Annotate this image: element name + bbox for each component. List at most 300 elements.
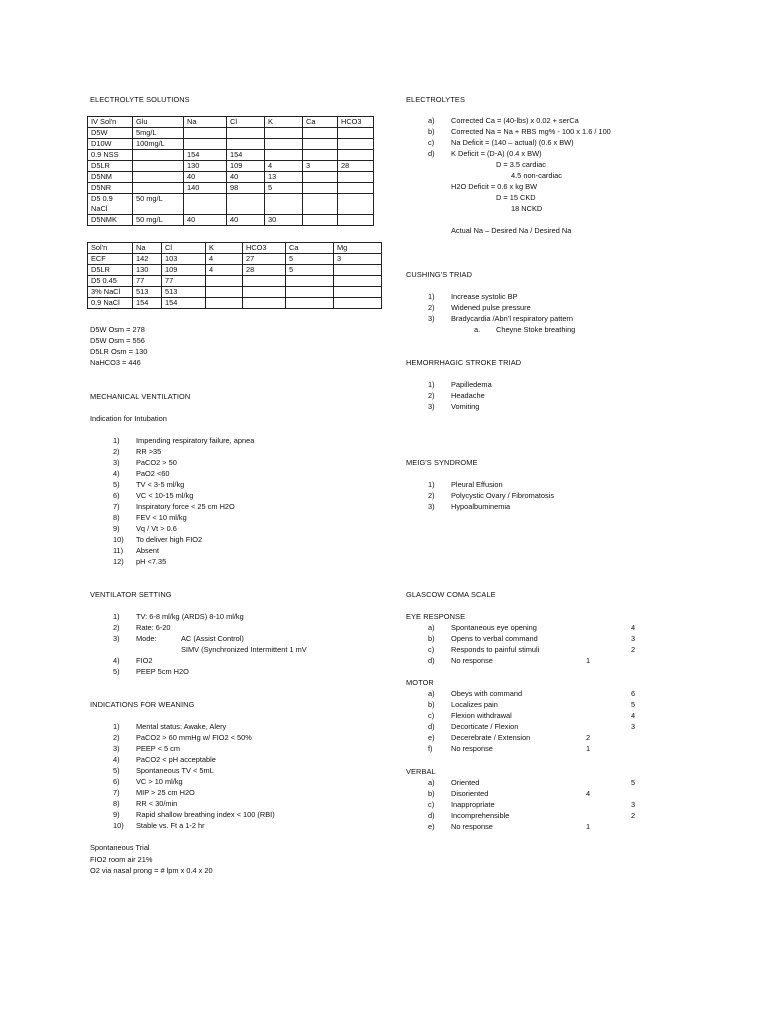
list-item (428, 292, 688, 303)
list-item (113, 447, 353, 458)
list-item (113, 458, 353, 469)
table-cell: 100mg/L (133, 139, 184, 150)
list-item (113, 656, 373, 667)
list-number: 2) (113, 623, 120, 632)
list-text: Vq / Vt > 0.6 (136, 524, 177, 533)
electrolyte-formula-list (428, 116, 688, 160)
list-number: 1) (428, 292, 435, 301)
table-cell: D5NR (88, 183, 133, 194)
score-value: 6 (631, 689, 636, 698)
table-cell (303, 215, 338, 226)
list-item (113, 513, 353, 524)
table-cell: D5 0.9 NaCl (88, 194, 133, 215)
list-number: 1) (113, 436, 120, 445)
table-row (88, 150, 374, 161)
list-text: Responds to painful stimuli (451, 645, 540, 654)
eye-response-title: EYE RESPONSE (406, 612, 466, 621)
table-cell: 154 (133, 298, 162, 309)
trial-line: Spontaneous Trial (90, 843, 150, 852)
list-item (428, 800, 643, 811)
list-item (113, 667, 373, 678)
list-text: Corrected Na = Na + RBS mg% - 100 x 1.6 / 100 (451, 127, 611, 136)
table-cell (265, 128, 303, 139)
table-cell: 154 (184, 150, 227, 161)
list-number: 9) (113, 810, 120, 819)
ventilator-setting-title: VENTILATOR SETTING (90, 590, 172, 599)
list-text: PEEP 5cm H2O (136, 667, 189, 676)
list-item (428, 127, 688, 138)
table-row (88, 287, 382, 298)
table-cell: 3 (303, 161, 338, 172)
list-number: 8) (113, 513, 120, 522)
hemorrhagic-stroke-list (428, 380, 688, 413)
table-cell (286, 287, 334, 298)
table-cell: 5 (286, 265, 334, 276)
table-cell (338, 150, 374, 161)
list-text: VC < 10-15 ml/kg (136, 491, 194, 500)
actual-na-line: Actual Na – Desired Na / Desired Na (451, 226, 572, 235)
list-text: TV: 6-8 ml/kg (ARDS) 8-10 ml/kg (136, 612, 244, 621)
cushing-sub-letter: a. (474, 325, 481, 334)
cushings-triad-list (428, 292, 688, 325)
table-cell: 154 (162, 298, 206, 309)
table-cell: 103 (162, 254, 206, 265)
list-letter: b) (428, 700, 435, 709)
table-header-cell: Na (184, 117, 227, 128)
list-text: Spontaneous eye opening (451, 623, 537, 632)
k-deficit-line: 4.5 non-cardiac (511, 171, 562, 180)
table-cell: D5NM (88, 172, 133, 183)
table-cell: 4 (206, 265, 243, 276)
list-item (428, 656, 643, 667)
trial-line: FIO2 room air 21% (90, 855, 153, 864)
list-number: 11) (113, 546, 124, 555)
list-text: Oriented (451, 778, 480, 787)
score-value: 3 (631, 634, 636, 643)
list-number: 10) (113, 535, 124, 544)
table-cell: 109 (162, 265, 206, 276)
list-item (428, 491, 688, 502)
list-letter: b) (428, 789, 435, 798)
table-cell (334, 265, 382, 276)
table-cell (338, 183, 374, 194)
list-letter: b) (428, 127, 435, 136)
list-letter: e) (428, 822, 435, 831)
list-text: Rate: 6-20 (136, 623, 171, 632)
list-text: K Deficit = (D-A) (0.4 x BW) (451, 149, 542, 158)
list-item (428, 822, 643, 833)
table-cell: 3% NaCl (88, 287, 133, 298)
table-cell: 50 mg/L (133, 194, 184, 215)
list-item (113, 788, 373, 799)
list-item (113, 623, 373, 634)
list-number: 6) (113, 777, 120, 786)
electrolytes-title: ELECTROLYTES (406, 95, 465, 104)
table-cell: 30 (265, 215, 303, 226)
table-row (88, 183, 374, 194)
list-item (113, 491, 353, 502)
list-number: 1) (113, 612, 120, 621)
table-header-cell: Mg (334, 243, 382, 254)
list-text: Localizes pain (451, 700, 498, 709)
electrolyte-composition-table (87, 242, 382, 309)
list-number: 3) (113, 744, 120, 753)
table-cell: 5 (265, 183, 303, 194)
list-text: Disoriented (451, 789, 489, 798)
list-letter: b) (428, 634, 435, 643)
list-text: Mode: (136, 634, 157, 643)
table-row (88, 276, 382, 287)
table-cell: 4 (265, 161, 303, 172)
list-number: 7) (113, 788, 120, 797)
score-value: 2 (631, 645, 636, 654)
table-cell (338, 194, 374, 215)
table-cell: 13 (265, 172, 303, 183)
list-item (428, 391, 688, 402)
table-cell: D10W (88, 139, 133, 150)
score-value: 3 (631, 800, 636, 809)
list-item (113, 436, 353, 447)
table-cell: 4 (206, 254, 243, 265)
list-text: Inappropriate (451, 800, 495, 809)
table-cell: 0.9 NSS (88, 150, 133, 161)
list-item (428, 502, 688, 513)
table-header-cell: K (206, 243, 243, 254)
cushing-sub-item: Cheyne Stoke breathing (496, 325, 576, 334)
list-item (113, 535, 353, 546)
list-number: 2) (428, 391, 435, 400)
list-number: 2) (428, 491, 435, 500)
table-row (88, 298, 382, 309)
table-cell (227, 128, 265, 139)
table-cell (265, 139, 303, 150)
list-item (113, 821, 373, 832)
list-item (428, 303, 688, 314)
list-item (428, 789, 643, 800)
list-text: Decorticate / Flexion (451, 722, 519, 731)
intubation-subtitle: Indication for Intubation (90, 414, 167, 423)
list-text: PaCO2 < pH acceptable (136, 755, 216, 764)
list-text: Absent (136, 546, 160, 555)
list-text: To deliver high FIO2 (136, 535, 203, 544)
list-number: 4) (113, 656, 120, 665)
list-text: Rapid shallow breathing index < 100 (RBI) (136, 810, 275, 819)
table-cell (303, 150, 338, 161)
table-cell: 40 (184, 172, 227, 183)
list-letter: d) (428, 722, 435, 731)
list-text: Corrected Ca = (40-lbs) x 0.02 + serCa (451, 116, 579, 125)
osm-line: D5LR Osm = 130 (90, 347, 148, 356)
list-text: No response (451, 656, 493, 665)
table-row (88, 161, 374, 172)
table-cell: D5 0.45 (88, 276, 133, 287)
list-text: pH <7.35 (136, 557, 167, 566)
table-cell (265, 150, 303, 161)
motor-response-list (428, 689, 643, 755)
score-value: 1 (586, 822, 591, 831)
table-cell: 513 (162, 287, 206, 298)
list-number: 3) (113, 634, 120, 643)
list-item (428, 402, 688, 413)
table-header-cell: Ca (303, 117, 338, 128)
list-number: 9) (113, 524, 120, 533)
table-cell (133, 161, 184, 172)
osm-line: NaHCO3 = 446 (90, 358, 141, 367)
table-header-cell: K (265, 117, 303, 128)
list-item (428, 116, 688, 127)
list-text: Hypoalbuminemia (451, 502, 511, 511)
list-text: MIP > 25 cm H2O (136, 788, 195, 797)
list-text: RR < 30/min (136, 799, 178, 808)
table-header-cell: HCO3 (243, 243, 286, 254)
list-text: Incomprehensible (451, 811, 510, 820)
table-row (88, 215, 374, 226)
mechanical-ventilation-title: MECHANICAL VENTILATION (90, 392, 191, 401)
table-cell (184, 139, 227, 150)
list-letter: a) (428, 623, 435, 632)
list-item (428, 149, 688, 160)
list-number: 1) (113, 722, 120, 731)
list-letter: d) (428, 149, 435, 158)
table-cell: 98 (227, 183, 265, 194)
table-cell: 27 (243, 254, 286, 265)
table-header-cell: Ca (286, 243, 334, 254)
score-value: 2 (631, 811, 636, 820)
list-text: Vomiting (451, 402, 480, 411)
list-item (428, 634, 643, 645)
weaning-list (113, 722, 373, 832)
table-row (88, 254, 382, 265)
list-text: FIO2 (136, 656, 153, 665)
list-item (113, 810, 373, 821)
list-letter: e) (428, 733, 435, 742)
table-cell: D5NMK (88, 215, 133, 226)
list-item (113, 524, 353, 535)
list-item (428, 314, 688, 325)
table-cell (243, 298, 286, 309)
list-item (113, 722, 373, 733)
table-cell (334, 287, 382, 298)
table-cell (227, 139, 265, 150)
table-cell: 109 (227, 161, 265, 172)
score-value: 5 (631, 700, 636, 709)
list-letter: d) (428, 656, 435, 665)
glasgow-coma-scale-title: GLASCOW COMA SCALE (406, 590, 496, 599)
mode-line: AC (Assist Control) (181, 634, 244, 643)
table-row (88, 172, 374, 183)
k-deficit-line: D = 3.5 cardiac (496, 160, 546, 169)
list-letter: c) (428, 138, 435, 147)
osm-line: D5W Osm = 556 (90, 336, 145, 345)
eye-response-list (428, 623, 643, 667)
list-number: 5) (113, 480, 120, 489)
list-item (428, 778, 643, 789)
table-cell: 40 (227, 172, 265, 183)
list-text: TV < 3-5 ml/kg (136, 480, 185, 489)
score-value: 1 (586, 744, 591, 753)
list-number: 7) (113, 502, 120, 511)
list-text: Widened pulse pressure (451, 303, 531, 312)
score-value: 2 (586, 733, 591, 742)
list-number: 2) (428, 303, 435, 312)
list-number: 4) (113, 469, 120, 478)
score-value: 5 (631, 778, 636, 787)
list-item (113, 502, 353, 513)
list-letter: c) (428, 800, 435, 809)
list-text: Stable vs. Ft a 1-2 hr (136, 821, 205, 830)
table-cell: D5W (88, 128, 133, 139)
list-number: 8) (113, 799, 120, 808)
list-number: 2) (113, 447, 120, 456)
list-text: Pleural Effusion (451, 480, 503, 489)
table-cell (334, 298, 382, 309)
score-value: 4 (631, 623, 636, 632)
hemorrhagic-stroke-title: HEMORRHAGIC STROKE TRIAD (406, 358, 522, 367)
table-cell (338, 172, 374, 183)
table-row (88, 194, 374, 215)
list-item (428, 711, 643, 722)
table-cell (303, 183, 338, 194)
table-cell (286, 298, 334, 309)
score-value: 1 (586, 656, 591, 665)
list-item (428, 811, 643, 822)
list-text: Decerebrate / Extension (451, 733, 531, 742)
table-cell (303, 172, 338, 183)
list-item (428, 700, 643, 711)
table-cell (338, 215, 374, 226)
list-number: 6) (113, 491, 120, 500)
list-letter: a) (428, 689, 435, 698)
list-letter: a) (428, 116, 435, 125)
table-cell (303, 128, 338, 139)
score-value: 4 (631, 711, 636, 720)
table-cell (303, 194, 338, 215)
list-text: Na Deficit = (140 – actual) (0.6 x BW) (451, 138, 574, 147)
table-cell (338, 128, 374, 139)
list-item (428, 380, 688, 391)
table-row (88, 128, 374, 139)
list-text: PaCO2 > 60 mmHg w/ FIO2 < 50% (136, 733, 252, 742)
list-text: Flexion withdrawal (451, 711, 512, 720)
list-number: 3) (428, 314, 435, 323)
table-cell (286, 276, 334, 287)
list-item (428, 733, 643, 744)
list-item (113, 557, 353, 568)
table-cell: 5mg/L (133, 128, 184, 139)
motor-title: MOTOR (406, 678, 434, 687)
table-cell (265, 194, 303, 215)
list-item (428, 623, 643, 634)
table-cell (206, 287, 243, 298)
table-header-cell: Cl (162, 243, 206, 254)
list-text: VC > 10 ml/kg (136, 777, 183, 786)
mode-line: SIMV (Synchronized Intermittent 1 mV (181, 645, 307, 654)
table-cell (133, 183, 184, 194)
table-cell (334, 276, 382, 287)
table-header-cell: HCO3 (338, 117, 374, 128)
list-item (113, 766, 373, 777)
table-cell: 513 (133, 287, 162, 298)
table-cell: 3 (334, 254, 382, 265)
table-cell (338, 139, 374, 150)
list-item (113, 546, 353, 557)
meigs-syndrome-title: MEIG'S SYNDROME (406, 458, 478, 467)
table-row (88, 265, 382, 276)
list-text: Obeys with command (451, 689, 523, 698)
table-cell (133, 172, 184, 183)
table-cell: 40 (184, 215, 227, 226)
list-number: 5) (113, 667, 120, 676)
table-cell (243, 276, 286, 287)
electrolyte-solutions-title: ELECTROLYTE SOLUTIONS (90, 95, 190, 104)
h2o-deficit-line: D = 15 CKD (496, 193, 536, 202)
table-cell: D5LR (88, 265, 133, 276)
list-item (113, 469, 353, 480)
list-number: 4) (113, 755, 120, 764)
list-letter: d) (428, 811, 435, 820)
list-number: 1) (428, 480, 435, 489)
table-cell: 130 (133, 265, 162, 276)
list-text: PaCO2 > 50 (136, 458, 177, 467)
table-cell: 40 (227, 215, 265, 226)
trial-line: O2 via nasal prong = # lpm x 0.4 x 20 (90, 866, 213, 875)
list-item (428, 744, 643, 755)
list-text: PaO2 <60 (136, 469, 170, 478)
list-text: FEV < 10 ml/kg (136, 513, 187, 522)
table-cell: 50 mg/L (133, 215, 184, 226)
table-cell: 28 (243, 265, 286, 276)
list-item (113, 755, 373, 766)
table-cell (303, 139, 338, 150)
list-text: Opens to verbal command (451, 634, 538, 643)
list-item (428, 480, 688, 491)
table-header-row (88, 117, 374, 128)
meigs-syndrome-list (428, 480, 688, 513)
list-item (113, 744, 373, 755)
list-item (113, 733, 373, 744)
list-text: Increase systolic BP (451, 292, 518, 301)
list-number: 5) (113, 766, 120, 775)
table-cell: 5 (286, 254, 334, 265)
h2o-deficit-line: H2O Deficit = 0.6 x kg BW (451, 182, 538, 191)
h2o-deficit-line: 18 NCKD (511, 204, 543, 213)
list-text: Spontaneous TV < 5mL (136, 766, 214, 775)
list-item (428, 645, 643, 656)
table-header-cell: Sol'n (88, 243, 133, 254)
cushings-triad-title: CUSHING'S TRIAD (406, 270, 473, 279)
table-header-cell: IV Sol'n (88, 117, 133, 128)
list-text: Impending respiratory failure, apnea (136, 436, 255, 445)
table-cell: 154 (227, 150, 265, 161)
score-value: 3 (631, 722, 636, 731)
table-cell: 77 (133, 276, 162, 287)
list-text: Inspiratory force < 25 cm H2O (136, 502, 235, 511)
table-cell (243, 287, 286, 298)
list-text: No response (451, 744, 493, 753)
table-cell (206, 298, 243, 309)
list-number: 10) (113, 821, 124, 830)
table-cell: 142 (133, 254, 162, 265)
table-header-cell: Cl (227, 117, 265, 128)
list-item (428, 689, 643, 700)
table-header-cell: Na (133, 243, 162, 254)
list-letter: c) (428, 711, 435, 720)
list-letter: a) (428, 778, 435, 787)
table-cell: 140 (184, 183, 227, 194)
list-number: 3) (428, 402, 435, 411)
verbal-title: VERBAL (406, 767, 436, 776)
list-number: 1) (428, 380, 435, 389)
